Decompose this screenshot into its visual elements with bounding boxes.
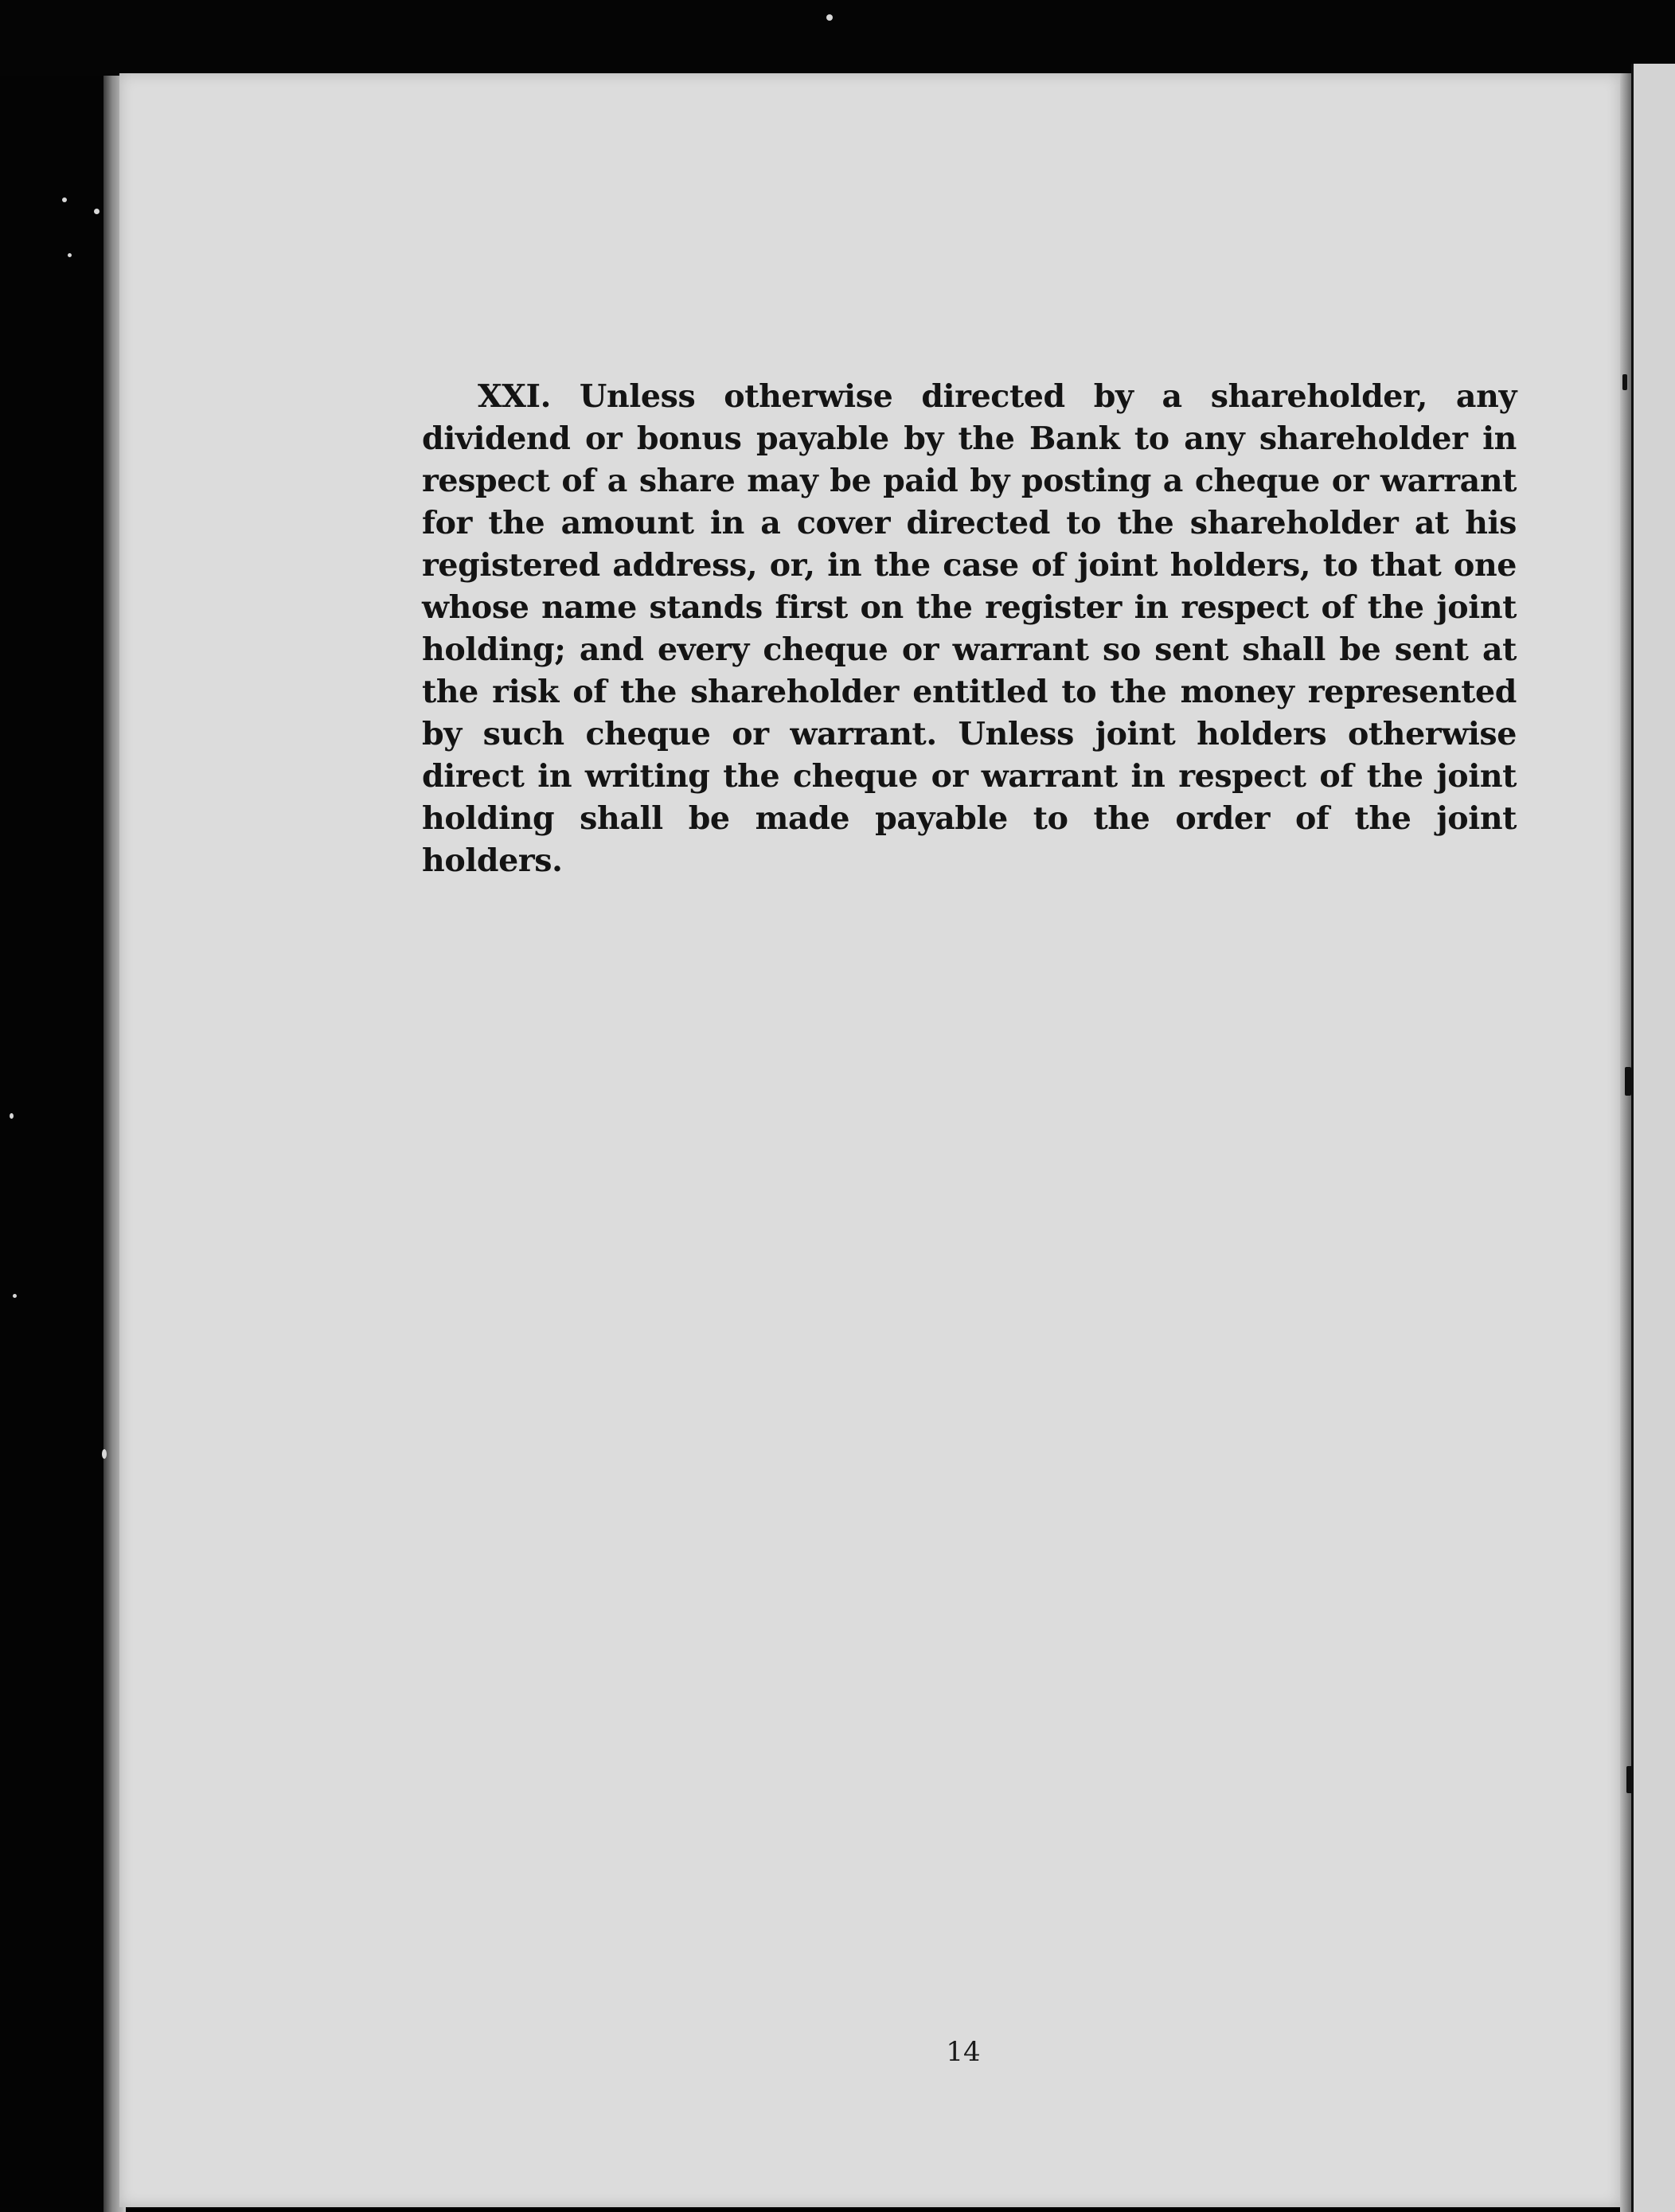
scan-top-border	[0, 0, 1675, 76]
page-edge-mark	[1622, 374, 1627, 390]
scan-speck	[10, 1113, 14, 1119]
scan-speck	[13, 1294, 17, 1298]
page-edge-mark	[1625, 1067, 1631, 1096]
page-number: 14	[946, 2036, 981, 2068]
scan-speck	[94, 209, 100, 214]
document-page	[119, 73, 1620, 2207]
scan-speck	[102, 1449, 107, 1459]
page-gutter	[1620, 73, 1631, 2212]
scan-speck	[826, 14, 833, 21]
page-edge-mark	[1626, 1766, 1633, 1793]
scan-left-border	[0, 76, 111, 2212]
facing-page-edge	[1631, 64, 1675, 2212]
scan-speck	[62, 197, 67, 202]
article-xxi-paragraph: XXI. Unless otherwise directed by a shareholder, any dividend or bonus payable by the Bank to any shareholder in respect of a share may be paid by posting a cheque or warrant for the amount in a cover directed to the shareholder at his registered address, or, in the case of joint holders, to that one whose name stands first on the register in respect of the joint holding; and every cheque or warrant so sent shall be sent at the risk of the shareholder entitled to the money represented by such cheque or warrant. Unless joint holders otherwise direct in writing the cheque or warrant in respect of the joint holding shall be made payable to the order of the joint holders.	[422, 378, 1517, 879]
scan-speck	[68, 253, 72, 257]
